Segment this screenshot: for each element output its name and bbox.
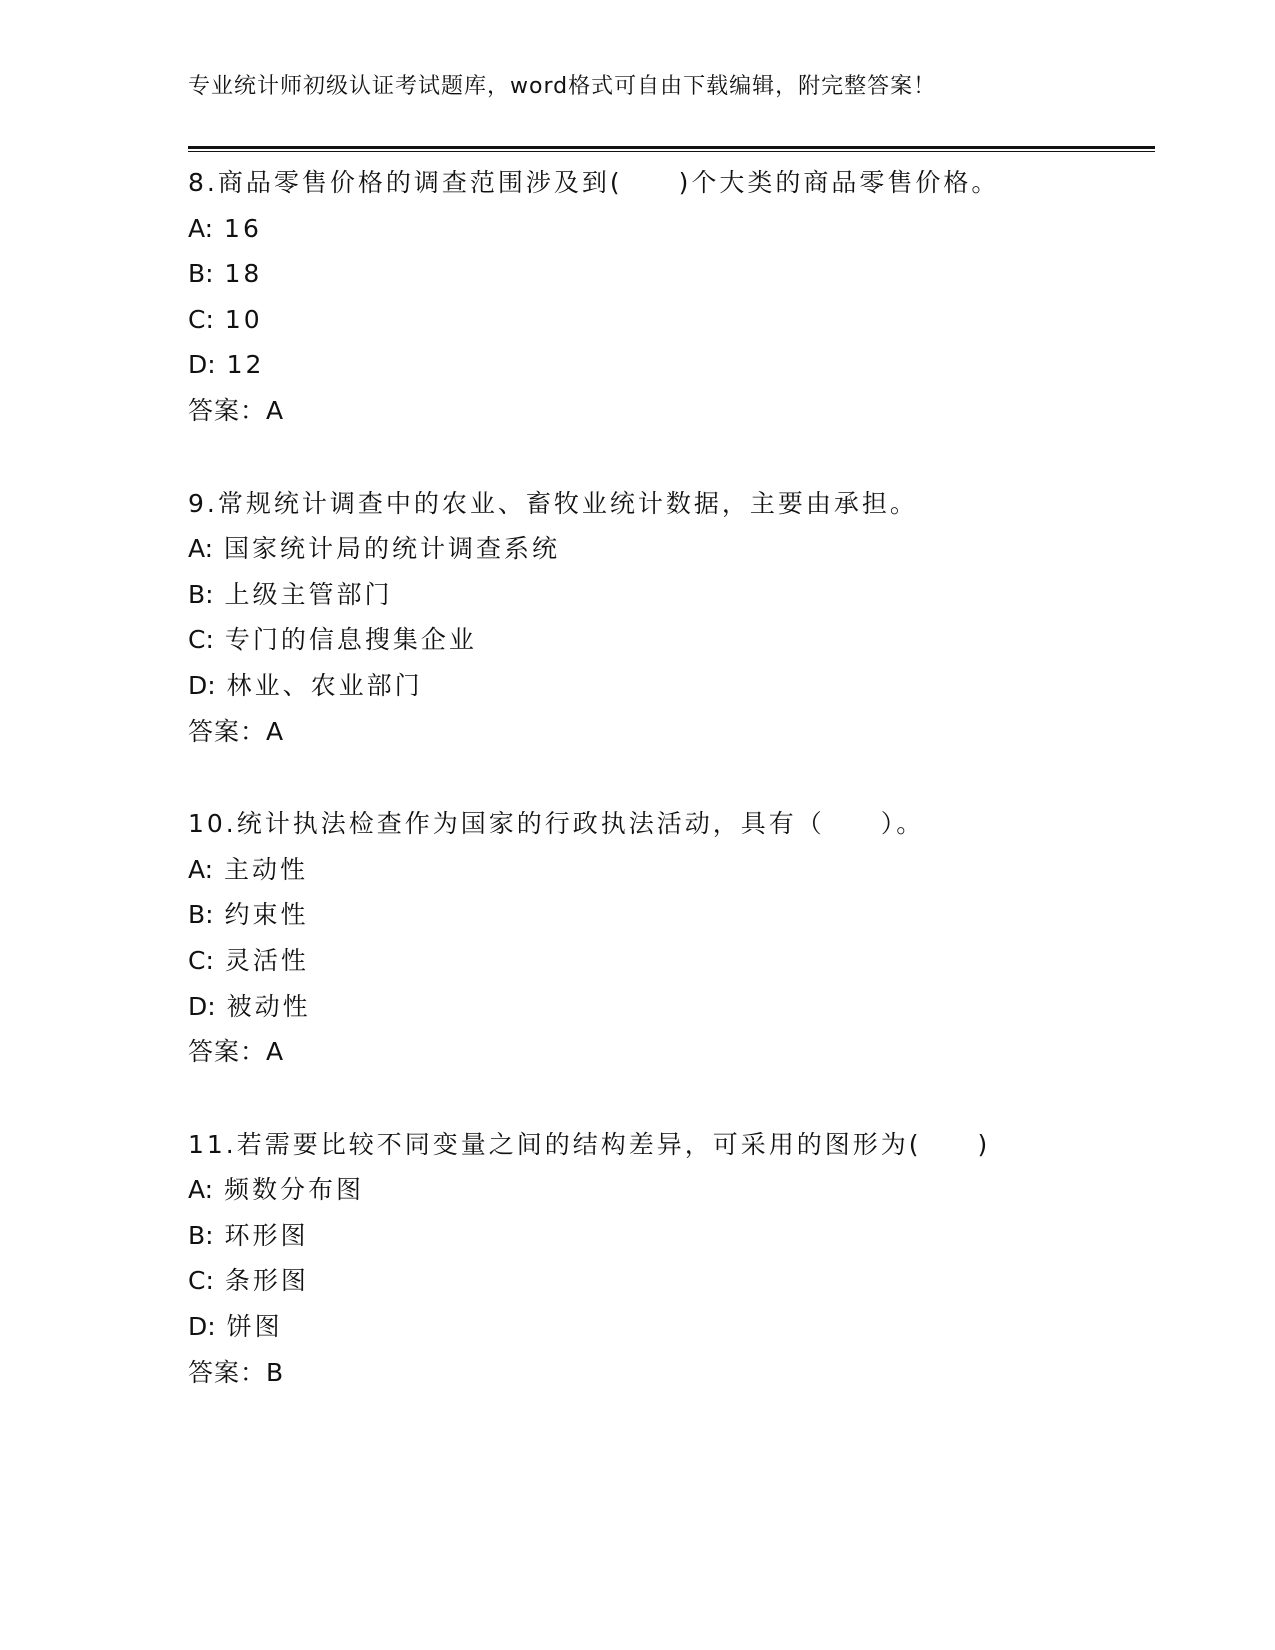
option-letter: A: — [188, 1175, 214, 1205]
answer: 答案：B — [188, 1357, 285, 1387]
option-text: 环形图 — [224, 1220, 309, 1250]
option-b — [188, 251, 1155, 297]
page-header: 专业统计师初级认证考试题库，word格式可自由下载编辑，附完整答案！ — [188, 74, 937, 99]
option-text: 10 — [224, 304, 263, 334]
question-11 — [188, 1122, 1155, 1396]
option-d — [188, 663, 1155, 709]
option-d — [188, 984, 1155, 1030]
option-text: 主动性 — [224, 854, 309, 884]
question-spacer — [188, 434, 1155, 481]
header-divider — [188, 146, 1155, 152]
option-text: 上级主管部门 — [224, 579, 393, 609]
option-letter: B: — [188, 1220, 214, 1250]
question-stem: 10.统计执法检查作为国家的行政执法活动，具有（ ）。 — [188, 809, 925, 839]
option-a — [188, 526, 1155, 572]
option-b — [188, 892, 1155, 938]
option-d — [188, 1304, 1155, 1350]
option-text: 专门的信息搜集企业 — [224, 625, 477, 655]
option-text: 灵活性 — [224, 945, 309, 975]
option-letter: D: — [188, 1312, 216, 1342]
answer: 答案：A — [188, 716, 285, 746]
question-spacer — [188, 1075, 1155, 1122]
option-text: 被动性 — [226, 991, 311, 1021]
option-letter: A: — [188, 534, 214, 564]
option-c — [188, 617, 1155, 663]
question-9 — [188, 481, 1155, 755]
question-stem: 11.若需要比较不同变量之间的结构差异，可采用的图形为( ) — [188, 1129, 991, 1159]
option-text: 16 — [224, 213, 262, 243]
option-a — [188, 206, 1155, 252]
answer: 答案：A — [188, 395, 285, 425]
question-stem: 8.商品零售价格的调查范围涉及到( )个大类的商品零售价格。 — [188, 168, 1000, 197]
option-letter: D: — [188, 670, 216, 700]
option-letter: B: — [188, 579, 214, 609]
option-text: 条形图 — [224, 1266, 309, 1296]
answer: 答案：A — [188, 1037, 285, 1067]
option-text: 国家统计局的统计调查系统 — [224, 534, 561, 564]
option-text: 约束性 — [224, 900, 309, 930]
option-letter: B: — [188, 259, 214, 289]
option-letter: C: — [188, 625, 214, 655]
option-letter: C: — [188, 304, 214, 334]
option-text: 频数分布图 — [224, 1175, 365, 1205]
option-d — [188, 342, 1155, 388]
option-letter: D: — [188, 991, 216, 1021]
option-text: 12 — [226, 350, 265, 380]
question-10 — [188, 801, 1155, 1075]
option-text: 18 — [224, 259, 263, 289]
option-b — [188, 1213, 1155, 1259]
question-list — [188, 160, 1155, 1395]
option-letter: B: — [188, 900, 214, 930]
option-c — [188, 297, 1155, 343]
option-b — [188, 572, 1155, 618]
option-a — [188, 847, 1155, 893]
option-letter: A: — [188, 213, 214, 243]
question-8 — [188, 160, 1155, 434]
option-text: 饼图 — [226, 1312, 283, 1342]
option-letter: D: — [188, 350, 216, 380]
option-letter: C: — [188, 1266, 214, 1296]
option-letter: C: — [188, 945, 214, 975]
option-c — [188, 938, 1155, 984]
question-stem: 9.常规统计调查中的农业、畜牧业统计数据，主要由承担。 — [188, 488, 918, 518]
option-text: 林业、农业部门 — [226, 670, 423, 700]
option-letter: A: — [188, 854, 214, 884]
question-spacer — [188, 754, 1155, 801]
option-a — [188, 1167, 1155, 1213]
option-c — [188, 1258, 1155, 1304]
